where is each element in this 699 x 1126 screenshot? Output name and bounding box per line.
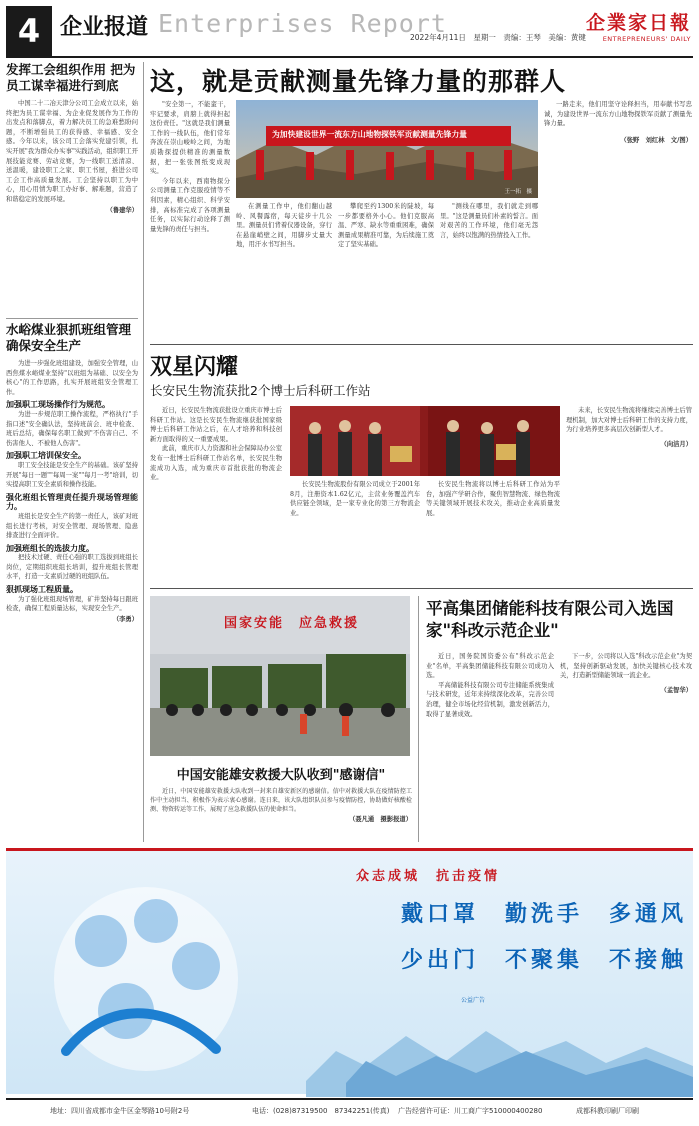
article-rescue (150, 764, 412, 844)
divider (6, 318, 138, 319)
ad-kicker: 众志成城 抗击疫情 (356, 869, 501, 884)
footer-address: 地址：四川省成都市金牛区金琴路10号附2号 (50, 1107, 190, 1115)
header-rule (6, 56, 693, 58)
surveyors-photo (236, 100, 538, 198)
article-byline: （鲁建华） (106, 206, 138, 214)
ad-slogan-1: 戴口罩 勤洗手 多通风 (401, 902, 688, 927)
headline-main: 这，就是贡献测量先锋力量的那群人 (150, 67, 567, 96)
newspaper-logo (586, 8, 691, 43)
column-divider (143, 62, 144, 842)
ad-signature: 公益广告 (461, 997, 486, 1004)
article-byline: （李勇） (112, 615, 138, 623)
photo-signboard-text: 国家安能 应急救援 (224, 616, 360, 631)
section-title: 企业报道 (60, 15, 149, 40)
article-body-col1: "安全第一，不能蛮干，牢记要求，肩膀上就得担起这份责任。"这就是我们测量工作的一线队伍，他们常年奔波在崇山峻岭之间，为地质勘探提供精准的测量数据，把一张张图纸变成现实。 今年以来，西南物探分公司测量工作克服疫情等不利因素，精心组织、科学安排，高标准完成了各项测量任务，以实际行动诠释了测量先锋的责任与担当。 (150, 101, 230, 233)
article-title: 水峪煤业狠抓班组管理 确保安全生产 (6, 322, 132, 353)
article-body-col2: 在测量工作中，他们翻山越岭、风餐露宿，每天徒步十几公里。测量员们背着仪器设备，穿行在悬崖峭壁之间，用脚步丈量大地，用汗水书写担当。 (236, 203, 332, 249)
ad-slogan-2: 少出门 不聚集 不接触 (401, 948, 688, 973)
article-body-col2: 下一步，公司将以入选"科改示范企业"为契机，坚持创新驱动发展，加快关键核心技术攻关，打造新型储能领域一流企业。 （孟智华） (560, 653, 692, 694)
column-divider (418, 596, 419, 842)
rescue-vehicles-photo (150, 596, 410, 756)
article-title: 发挥工会组织作用 把为员工谋幸福进行到底 (6, 62, 136, 93)
article-coal-mine (6, 322, 138, 842)
article-storage-head (426, 598, 692, 646)
article-byline: （张野 刘红林 文/图） (620, 136, 692, 144)
photo-banner-text: 为加快建设世界一流东方山地物探铁军贡献测量先锋力量 (272, 130, 467, 139)
footer-license: 广告经营许可证：川工商广字510000400280 (398, 1107, 543, 1115)
page-header (0, 0, 699, 58)
logo-cn: 企業家日報 (585, 12, 691, 34)
article-logistics-head (150, 350, 693, 398)
article-body-col1: 近日，国务院国资委公布"科改示范企业"名单，平高集团储能科技有限公司成功入选。 平高储能科技有限公司专注储能系统集成与技术研发，近年来持续深化改革，完善公司治理，健全市场化经营机制，激发创新活力，取得了显著成效。 (426, 653, 554, 718)
article-title: 双星闪耀 (150, 355, 239, 380)
article-body-col5: 一路走来，他们用坚守诠释担当，用奉献书写忠诚，为建设世界一流东方山地物探铁军贡献了测量先锋力量。 （张野 刘红林 文/图） (544, 101, 692, 144)
footer-printer: 成都科教印刷厂印刷 (576, 1107, 639, 1115)
article-body-col2: 长安民生物流股份有限公司成立于2001年8月，注册资本1.62亿元，主营业务覆盖汽车供应链全领域，是一家专业化的第三方物流企业。 (290, 481, 420, 517)
public-service-ad (6, 848, 693, 1094)
article-body-col3: 长安民生物流将以博士后科研工作站为平台，加强产学研合作，聚焦智慧物流、绿色物流等关键领域开展技术攻关，推动企业高质量发展。 (426, 481, 560, 517)
article-body-col1: 近日，长安民生物流获批设立重庆市博士后科研工作站。这是长安民生物流继获批国家级博士后科研工作站之后，在人才培养和科技创新方面取得的又一重要成果。 此前，重庆市人力资源和社会保障局办公室发布一批博士后科研工作站名单，长安民生物流成功入选，成为重庆市首批获批的物流企业。 (150, 407, 282, 482)
logo-en: ENTREPRENEURS' DAILY (602, 35, 691, 43)
article-byline: （向洁月） (660, 440, 692, 448)
article-body-col3: 攀爬至约1300米的陡坡，每一步都要格外小心。他们克服高温、严寒、缺水等重重困难，确保测量成果精准可靠，为后续施工奠定了坚实基础。 (338, 203, 434, 249)
page-footer (6, 1098, 693, 1122)
ceremony-photo (290, 406, 560, 476)
article-byline: （孟智华） (660, 686, 692, 694)
divider (150, 344, 693, 345)
article-byline: （聂凡通 摄影报道） (349, 816, 412, 823)
article-subtitle: 长安民生物流获批2个博士后科研工作站 (150, 383, 371, 398)
article-body-col4: "测线在哪里，我们就走到哪里。"这是测量员们朴素的誓言。面对艰苦的工作环境，他们毫无怨言，始终以饱满的热情投入工作。 (440, 203, 538, 239)
article-union (6, 62, 138, 344)
issue-meta: 2022年4月11日 星期一 责编：王琴 美编：黄键 (410, 33, 586, 42)
photo-caption: 王一拓 摄 (504, 189, 532, 195)
footer-phone: 电话：(028)87319500 87342251(传真) (252, 1107, 390, 1115)
page-number: 4 (6, 6, 52, 56)
article-title: 中国安能雄安救援大队收到"感谢信" (176, 768, 386, 783)
article-title: 平高集团储能科技有限公司入选国家"科改示范企业" (426, 599, 674, 640)
article-body: 近日，中国安能雄安救援大队收到一封来自雄安新区的感谢信。信中对救援大队在疫情防控工作中主动担当、积极作为表示衷心感谢。连日来，该大队组织队员参与疫情防控，协助做好核酸检测、物资转运等工作，展现了应急救援队伍的使命担当。 (150, 788, 412, 813)
divider (150, 588, 693, 589)
article-body-col4: 未来，长安民生物流将继续完善博士后管理机制，加大对博士后科研工作的支持力度，为行业培养更多高层次创新型人才。 （向洁月） (566, 407, 692, 448)
article-body: 为进一步强化班组建设，加强安全管理，山西焦煤水峪煤业坚持"以班组为基础、以安全为核心"的工作思路，扎实开展班组安全管理工作。 加强职工现场操作行为规范。 为进一步规范职工操作流程，严格执行"手指口述"安全确认法，坚持班前会、班中检查、班后总结，确保每名职工做到"不伤害自己、不伤害他人、不被他人伤害"。 加强职工培训保安全。 职工安全技能是安全生产的基础。该矿坚持开展"每日一题""每周一案""每月一考"培训，切实提高职工安全素质和操作技能。 强化班组长管理责任提升现场管理能力。 班组长是安全生产的第一责任人，该矿对班组长进行考核，对安全管理、现场管理、隐患排查进行全面评价。 加强班组长的选拔力度。 把技术过硬、责任心强的职工选拔到班组长岗位，定期组织班组长培训，提升班组长管理水平，打造一支素质过硬的班组队伍。 狠抓现场工程质量。 为了强化班组现场管理，矿井坚持每日跟班检查，确保工程质量达标，实现安全生产。 (6, 360, 138, 613)
section-title-en: Enterprises Report (158, 9, 447, 38)
article-body: 中国二十二冶天津分公司工会成立以来，始终把为员工谋幸福、为企业促发展作为工作的出发点和落脚点，着力解决员工的急难愁盼问题，不断增强员工的获得感、幸福感、安全感。今年以来，该公司工会落实党建引领，扎实开展"我为群众办实事"实践活动，组织职工开展技能竞赛、劳动竞赛，为一线职工送清凉、送温暖，建设职工之家、职工书屋，推进公司工会工作高质量发展。工会坚持以职工为中心，用心用情为职工办好事、解难题，营造了和谐稳定的发展环境。 (6, 100, 138, 203)
